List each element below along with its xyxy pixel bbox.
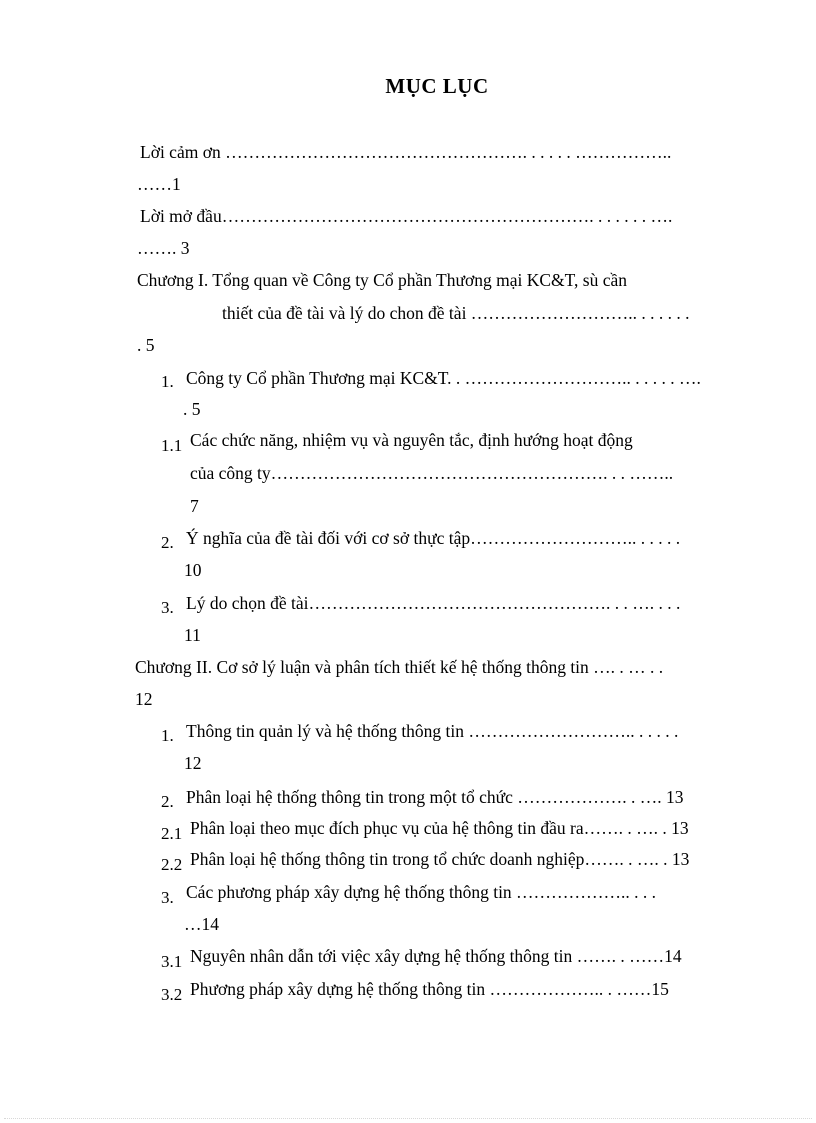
toc-number: 2. [161,533,174,552]
toc-entry-y-nghia: Ý nghĩa của đề tài đối với cơ sở thực tập……………………….. . . . . . [186,528,681,548]
toc-number: 1. [161,372,174,391]
toc-number: 3.2 [161,985,183,1004]
toc-entry-chuong-2: Chương II. Cơ sở lý luận và phân tích thiết kế hệ thống thông tin …. . … . . [135,657,664,677]
toc-entry-loi-cam-on-page: ……1 [137,174,181,194]
toc-entry-thong-tin-quan-ly-page: 12 [184,753,202,773]
toc-number: 1.1 [161,436,183,455]
toc-entry-phuong-phap-page: …14 [184,914,219,934]
toc-entry-phuong-phap: Các phương pháp xây dựng hệ thống thông tin ……………….. . . . [186,882,657,902]
toc-entry-loi-cam-on: Lời cảm ơn ……………………………………………. . . . . . …………….. [140,142,672,162]
toc-entry-thong-tin-quan-ly: Thông tin quản lý và hệ thống thông tin ……………………….. . . . . . [186,721,679,741]
toc-entry-cong-ty: Công ty Cổ phần Thương mại KC&T. . ……………………….. . . . . . …. [186,368,701,388]
toc-entry-nguyen-nhan: Nguyên nhân dẫn tới việc xây dựng hệ thống thông tin ……. . ……14 [190,946,682,966]
toc-entry-phuong-phap-xay-dung: Phương pháp xây dựng hệ thống thông tin ……………….. . ……15 [190,979,669,999]
toc-entry-chuc-nang: Các chức năng, nhiệm vụ và nguyên tắc, định hướng hoạt động [190,430,633,450]
toc-number: 3. [161,888,174,907]
toc-entry-phan-loai-muc-dich: Phân loại theo mục đích phục vụ của hệ thông tin đầu ra……. . …. . 13 [190,818,689,838]
toc-entry-ly-do-page: 11 [184,625,201,645]
toc-entry-cong-ty-page: . 5 [183,399,201,419]
toc-entry-phan-loai: Phân loại hệ thống thông tin trong một tổ chức ………………. . …. 13 [186,787,684,807]
toc-number: 3.1 [161,952,183,971]
toc-entry-loi-mo-dau-page: ……. 3 [137,238,190,258]
toc-number: 3. [161,598,174,617]
toc-entry-chuong-2-page: 12 [135,689,153,709]
toc-entry-chuc-nang-cont: của công ty…………………………………………………. . . …….. [190,463,674,483]
page-title: MỤC LỤC [385,74,489,98]
toc-number: 2.2 [161,855,183,874]
toc-entry-ly-do: Lý do chọn đề tài……………………………………………. . . …. . . . [186,593,681,613]
toc-entry-phan-loai-doanh-nghiep: Phân loại hệ thống thông tin trong tổ chức doanh nghiệp……. . …. . 13 [190,849,690,869]
toc-entry-y-nghia-page: 10 [184,560,202,580]
toc-entry-chuong-1-cont: thiết của đề tài và lý do chon đề tài ……………………….. . . . . . . [222,303,690,323]
toc-number: 2.1 [161,824,183,843]
toc-entry-chuong-1: Chương I. Tổng quan về Công ty Cổ phần Thương mại KC&T, sù cần [137,270,628,290]
toc-number: 1. [161,726,174,745]
toc-number: 2. [161,792,174,811]
toc-entry-chuong-1-page: . 5 [137,335,155,355]
toc-entry-loi-mo-dau: Lời mở đầu………………………………………………………. . . . . . . …. [140,206,673,226]
toc-entry-chuc-nang-page: 7 [190,496,199,516]
page-bottom-divider [4,1118,812,1119]
